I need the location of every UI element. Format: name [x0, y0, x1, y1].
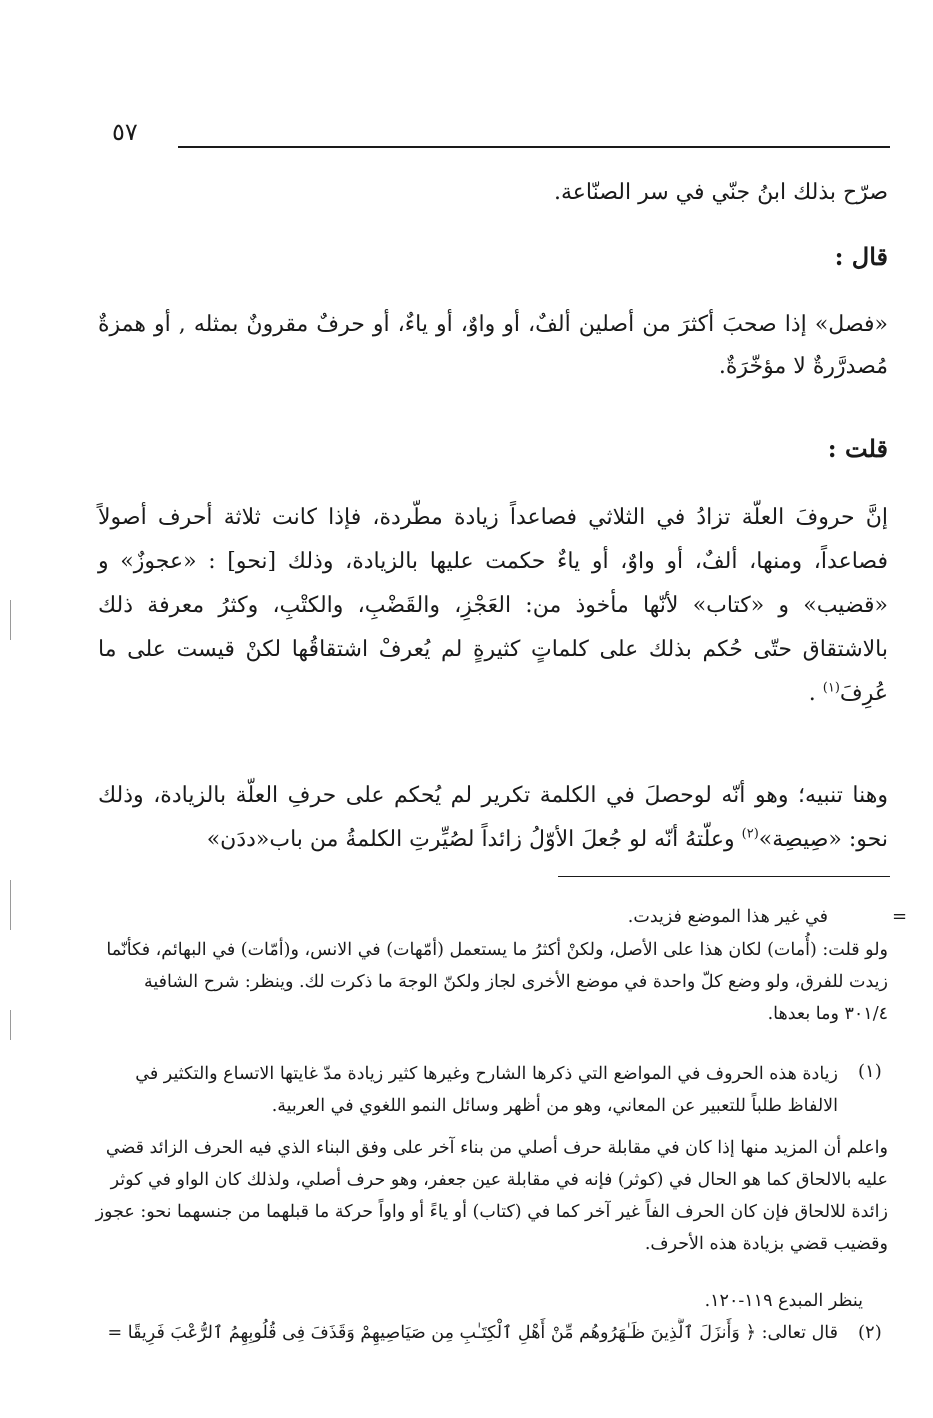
heading-qala: قال :: [834, 242, 888, 271]
scan-margin-mark: [10, 880, 11, 930]
paragraph-1-text: إنَّ حروفَ العلّة تزادُ في الثلاثي فصاعداً زيادة مطّردة، فإذا كانت ثلاثة أحرف أصولاً فصاعداً، ومنها، ألفٌ، أو واوٌ، أو ياءٌ حكمت عليها بالزيادة، وذلك [نحو] : «عجوزٌ» و «قضيب» و «كتاب» لأنّها مأخوذ من: العَجْزِ، والقَضْبِ، والكتْبِ، وكثرُ معرفة ذلك بالاشتقاق حتّى حُكم بذلك على كلماتٍ كثيرةٍ لم يُعرفْ اشتقاقُها لكنْ قيست على ما عُرِفَ: [98, 505, 888, 706]
footnote-2-quran-verse: وَأَنزَلَ ٱلَّذِينَ ظَـٰهَرُوهُم مِّنْ أَهْلِ ٱلْكِتَـٰبِ مِن صَيَاصِيهِمْ وَقَذَفَ فِى قُلُوبِهِمُ ٱلرُّعْبَ فَرِيقًا: [127, 1323, 740, 1343]
paragraph-1-end: .: [808, 681, 816, 706]
scan-margin-mark: [10, 1010, 11, 1040]
footnote-1-reference: ينظر المبدع ١١٩-١٢٠.: [704, 1291, 863, 1311]
paragraph-1: [98, 496, 888, 716]
footnote-ref-2: (٢): [741, 826, 759, 842]
quran-open-brace: ﴿: [745, 1322, 756, 1343]
footnote-1-text: زيادة هذه الحروف في المواضع التي ذكرها الشارح وغيرها كثير زيادة مدّ غايتها الاتساع والتكثير في الالفاظ طلباً للتعبير عن المعاني، وهو من أظهر وسائل النمو اللغوي في العربية.: [135, 1064, 838, 1116]
paragraph-2: [98, 774, 888, 862]
heading-qultu: قلت :: [827, 434, 888, 463]
footnote-continuation-marker: =: [892, 906, 908, 927]
footnote-ref-1: (١): [822, 680, 840, 696]
paragraph-2-text-b: وعلّتهُ أنّه لو جُعلَ الأوّلُ زائداً لصُيِّرتِ الكلمةُ من باب«ددَن»: [206, 827, 742, 852]
footnote-1-text-2: واعلم أن المزيد منها إذا كان في مقابلة حرف أصلي من بناء آخر على وفق البناء الذي فيه الحرف الزائد قضي عليه بالالحاق كما هو الحال في (كوثر) فإنه في مقابلة عين جعفر، وهو حرف أصلي، ولذلك كان الواو في كوثر زائدة للالحاق فإن كان الحرف الفاً غير آخر كما في (كتاب) أو ياءً أو واواً حركة ما قبلهما من جنسهما نحو: عجوز وقضيب قضي بزيادة هذه الأحرف.: [95, 1138, 888, 1254]
footnote-separator: [558, 876, 890, 877]
page-number: ٥٧: [112, 118, 138, 146]
footnote-continuation-line-1: في غير هذا الموضع فزيدت.: [627, 907, 828, 927]
header-rule: [178, 146, 890, 148]
quoted-rule: «فصل» إذا صحبَ أكثرَ من أصلين ألفٌ، أو واوٌ، أو ياءٌ، أو حرفٌ مقرونٌ بمثله , أو همزةٌ مُصدرَّرةٌ لا مؤخّرَةٌ.: [98, 312, 888, 379]
footnote-2-continuation: =: [107, 1323, 123, 1343]
footnote-2-prefix: قال تعالى:: [761, 1323, 838, 1343]
footnote-1-marker: (١): [858, 1061, 882, 1082]
footnote-continuation-body: ولو قلت: (أُمات) لكان هذا على الأصل، ولكنْ أكثرُ ما يستعمل (أمّهات) في الانس، و(أمّات) في البهائم، فكأنّما زيدت للفرق، ولو وضع كلّ واحدة في موضع الأخرى لجاز ولكنّ الوجهَ ما ذكرت لك. وينظر: شرح الشافية ٣٠١/٤ وما بعدها.: [106, 940, 888, 1024]
scan-margin-mark: [10, 600, 11, 640]
footnote-2-marker: (٢): [858, 1322, 882, 1343]
intro-line: [148, 172, 888, 214]
intro-text: صرّح بذلك ابنُ جنّي في سر الصنّاعة.: [553, 180, 888, 205]
footnote-2-text: [33, 1318, 838, 1348]
paragraph-2-text-a: وهنا تنبيه؛ وهو أنّه لوحصلَ في الكلمة تكرير لم يُحكم على حرفِ العلّة بالزيادة، وذلك نحو: «صِيصِة»: [98, 783, 888, 852]
